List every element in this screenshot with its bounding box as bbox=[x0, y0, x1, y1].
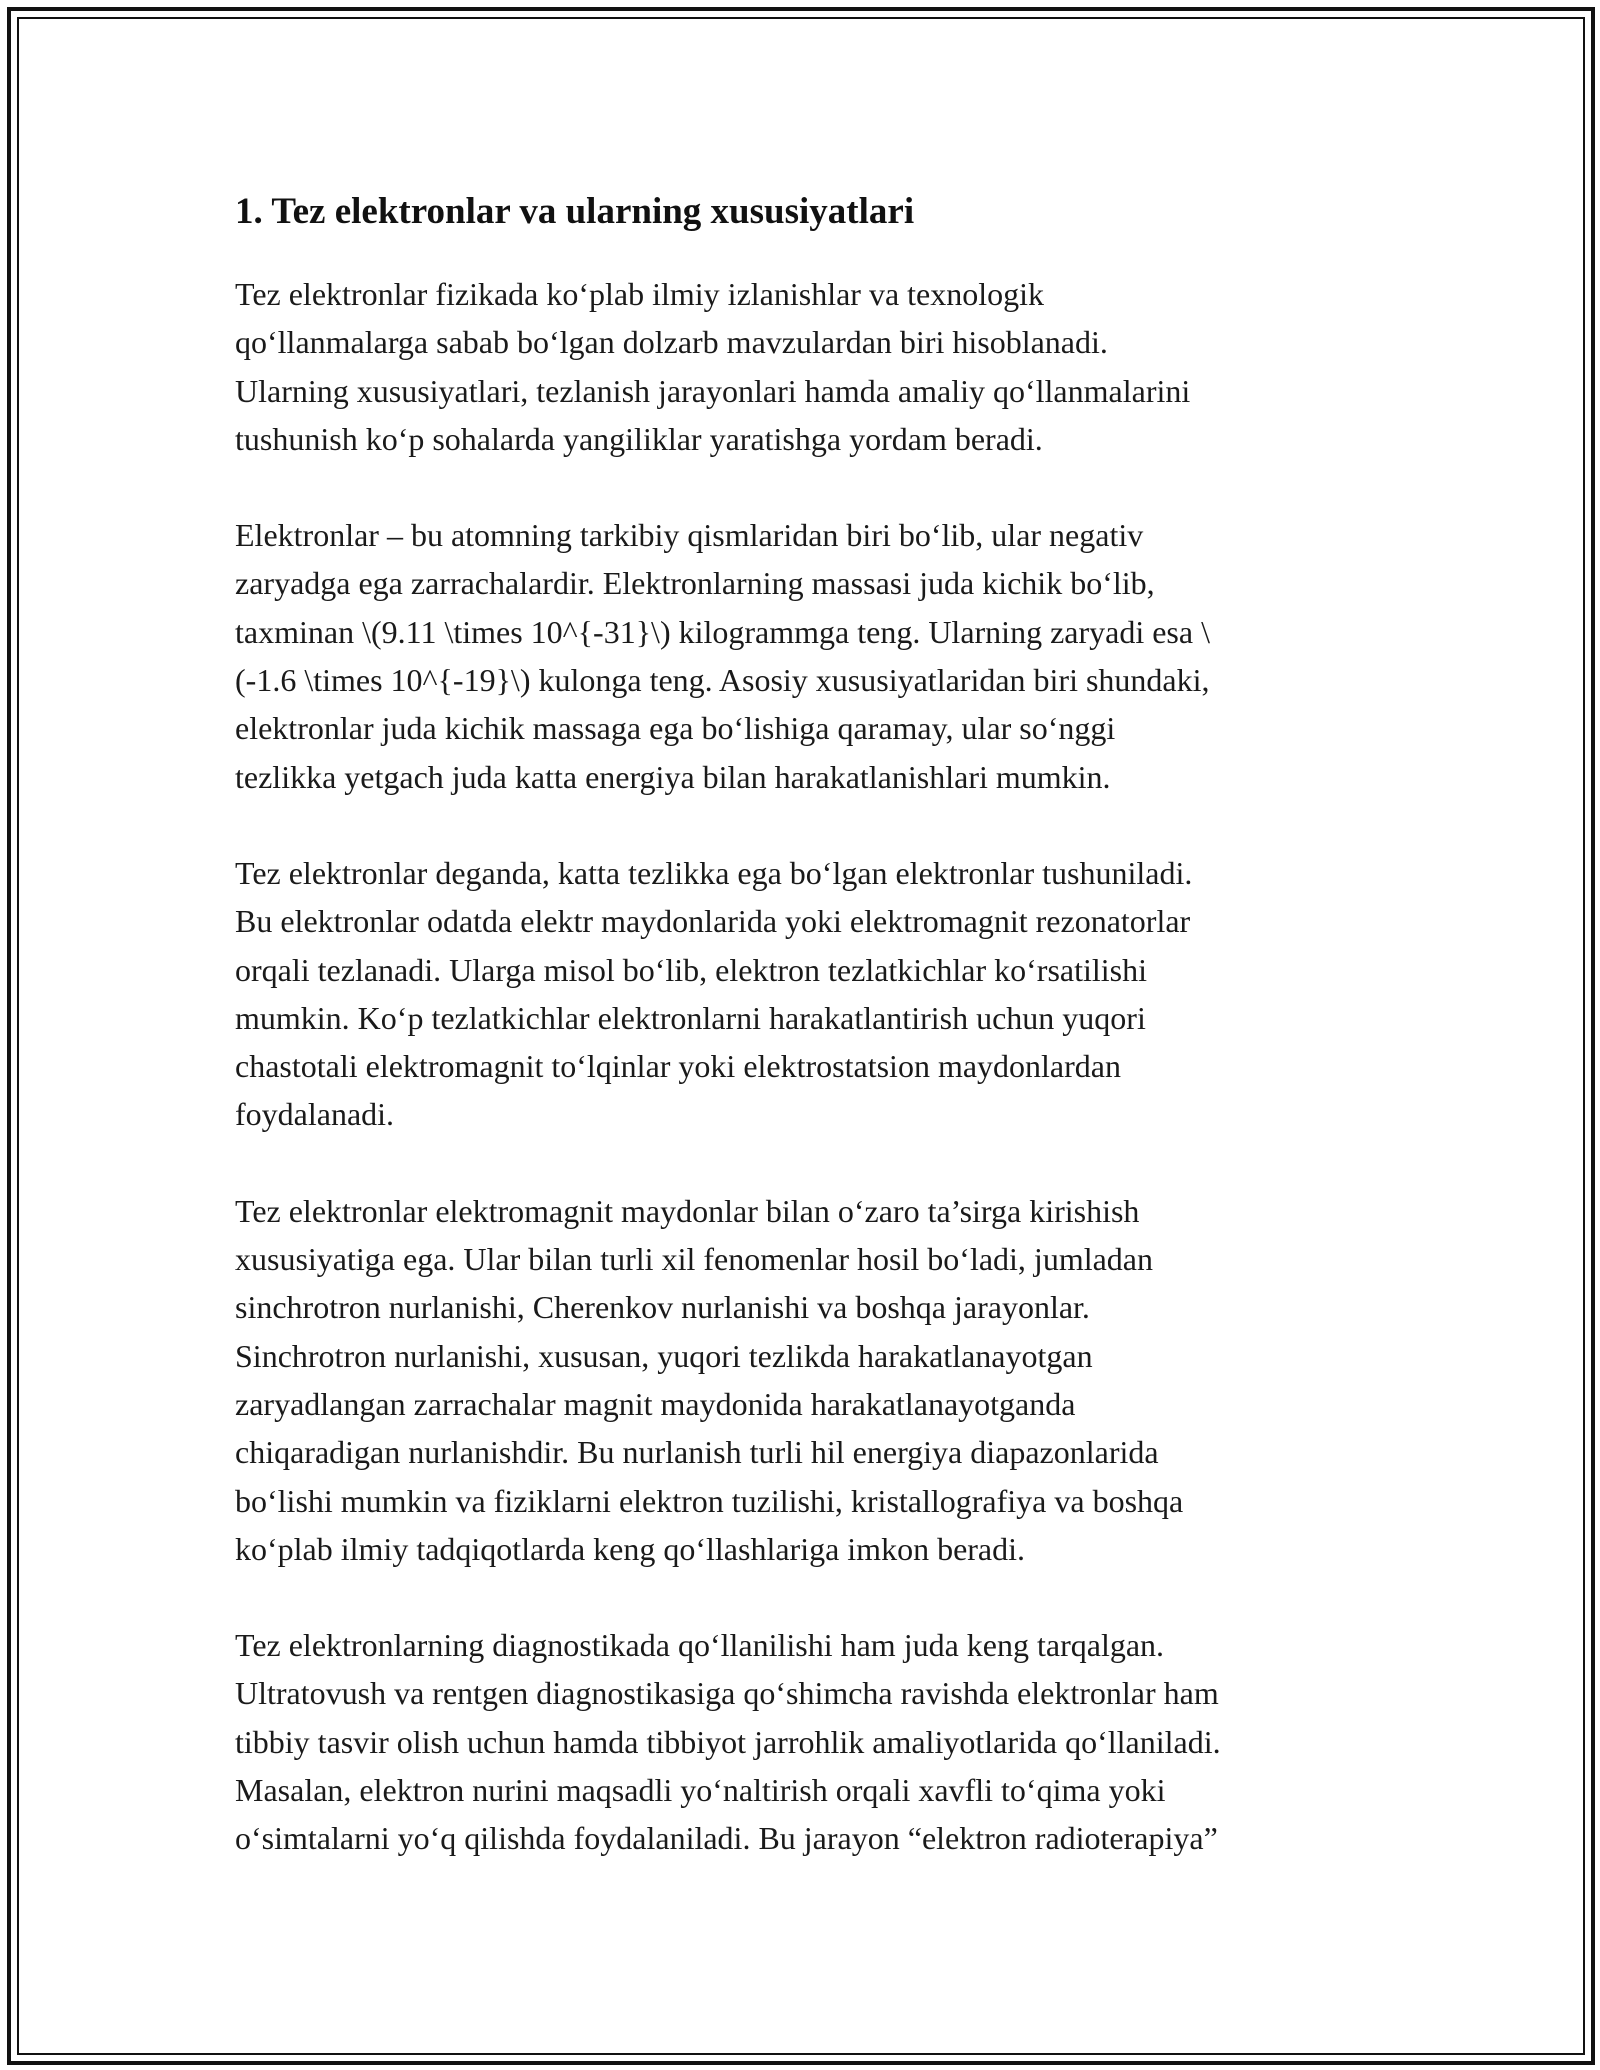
text-line: mumkin. Ko‘p tezlatkichlar elektronlarni harakatlantirish uchun yuqori bbox=[235, 999, 1146, 1036]
paragraph-4 bbox=[235, 1187, 1395, 1573]
document-title: 1. Tez elektronlar va ularning xususiyatlari bbox=[235, 191, 915, 232]
text-line: bo‘lishi mumkin va fiziklarni elektron tuzilishi, kristallografiya va boshqa bbox=[235, 1482, 1184, 1519]
text-line: chastotali elektromagnit to‘lqinlar yoki elektrostatsion maydonlardan bbox=[235, 1048, 1121, 1085]
paragraph-5 bbox=[235, 1621, 1395, 1862]
text-line: zaryadga ega zarrachalardir. Elektronlarning massasi juda kichik bo‘lib, bbox=[235, 565, 1155, 602]
document-body bbox=[235, 188, 1395, 1911]
text-line: Tez elektronlar elektromagnit maydonlar bilan o‘zaro ta’sirga kirishish bbox=[235, 1192, 1140, 1229]
text-line: qo‘llanmalarga sabab bo‘lgan dolzarb mavzulardan biri hisoblanadi. bbox=[235, 324, 1108, 361]
text-line: sinchrotron nurlanishi, Cherenkov nurlanishi va boshqa jarayonlar. bbox=[235, 1289, 1090, 1326]
paragraph-2 bbox=[235, 511, 1395, 801]
text-line: Tez elektronlar deganda, katta tezlikka ega bo‘lgan elektronlar tushuniladi. bbox=[235, 854, 1193, 891]
text-line: tezlikka yetgach juda katta energiya bilan harakatlanishlari mumkin. bbox=[235, 758, 1111, 795]
text-line: orqali tezlanadi. Ularga misol bo‘lib, elektron tezlatkichlar ko‘rsatilishi bbox=[235, 951, 1148, 988]
text-line: tibbiy tasvir olish uchun hamda tibbiyot jarrohlik amaliyotlarida qo‘llaniladi. bbox=[235, 1723, 1221, 1760]
paragraph-1 bbox=[235, 270, 1395, 463]
text-line: Tez elektronlarning diagnostikada qo‘llanilishi ham juda keng tarqalgan. bbox=[235, 1627, 1165, 1664]
text-line: o‘simtalarni yo‘q qilishda foydalaniladi. Bu jarayon “elektron radioterapiya” bbox=[235, 1820, 1218, 1857]
text-line: tushunish ko‘p sohalarda yangiliklar yaratishga yordam beradi. bbox=[235, 420, 1043, 457]
text-line: Elektronlar – bu atomning tarkibiy qismlaridan biri bo‘lib, ular negativ bbox=[235, 517, 1144, 554]
text-line: chiqaradigan nurlanishdir. Bu nurlanish turli hil energiya diapazonlarida bbox=[235, 1434, 1159, 1471]
text-line: ko‘plab ilmiy tadqiqotlarda keng qo‘llashlariga imkon beradi. bbox=[235, 1530, 1026, 1567]
text-line: Masalan, elektron nurini maqsadli yo‘naltirish orqali xavfli to‘qima yoki bbox=[235, 1772, 1166, 1809]
text-line: elektronlar juda kichik massaga ega bo‘lishiga qaramay, ular so‘nggi bbox=[235, 710, 1116, 747]
text-line: taxminan \(9.11 \times 10^{-31}\) kilogrammga teng. Ularning zaryadi esa \ bbox=[235, 613, 1210, 650]
paragraph-3 bbox=[235, 849, 1395, 1139]
text-line: Ularning xususiyatlari, tezlanish jarayonlari hamda amaliy qo‘llanmalarini bbox=[235, 372, 1191, 409]
text-line: Ultratovush va rentgen diagnostikasiga qo‘shimcha ravishda elektronlar ham bbox=[235, 1675, 1219, 1712]
text-line: xususiyatiga ega. Ular bilan turli xil fenomenlar hosil bo‘ladi, jumladan bbox=[235, 1241, 1153, 1278]
text-line: foydalanadi. bbox=[235, 1096, 395, 1133]
text-line: Tez elektronlar fizikada ko‘plab ilmiy izlanishlar va texnologik bbox=[235, 276, 1045, 312]
text-line: (-1.6 \times 10^{-19}\) kulonga teng. Asosiy xususiyatlaridan biri shundaki, bbox=[235, 662, 1210, 699]
text-line: zaryadlangan zarrachalar magnit maydonida harakatlanayotganda bbox=[235, 1385, 1076, 1422]
text-line: Bu elektronlar odatda elektr maydonlarida yoki elektromagnit rezonatorlar bbox=[235, 903, 1191, 940]
text-line: Sinchrotron nurlanishi, xususan, yuqori tezlikda harakatlanayotgan bbox=[235, 1337, 1093, 1374]
